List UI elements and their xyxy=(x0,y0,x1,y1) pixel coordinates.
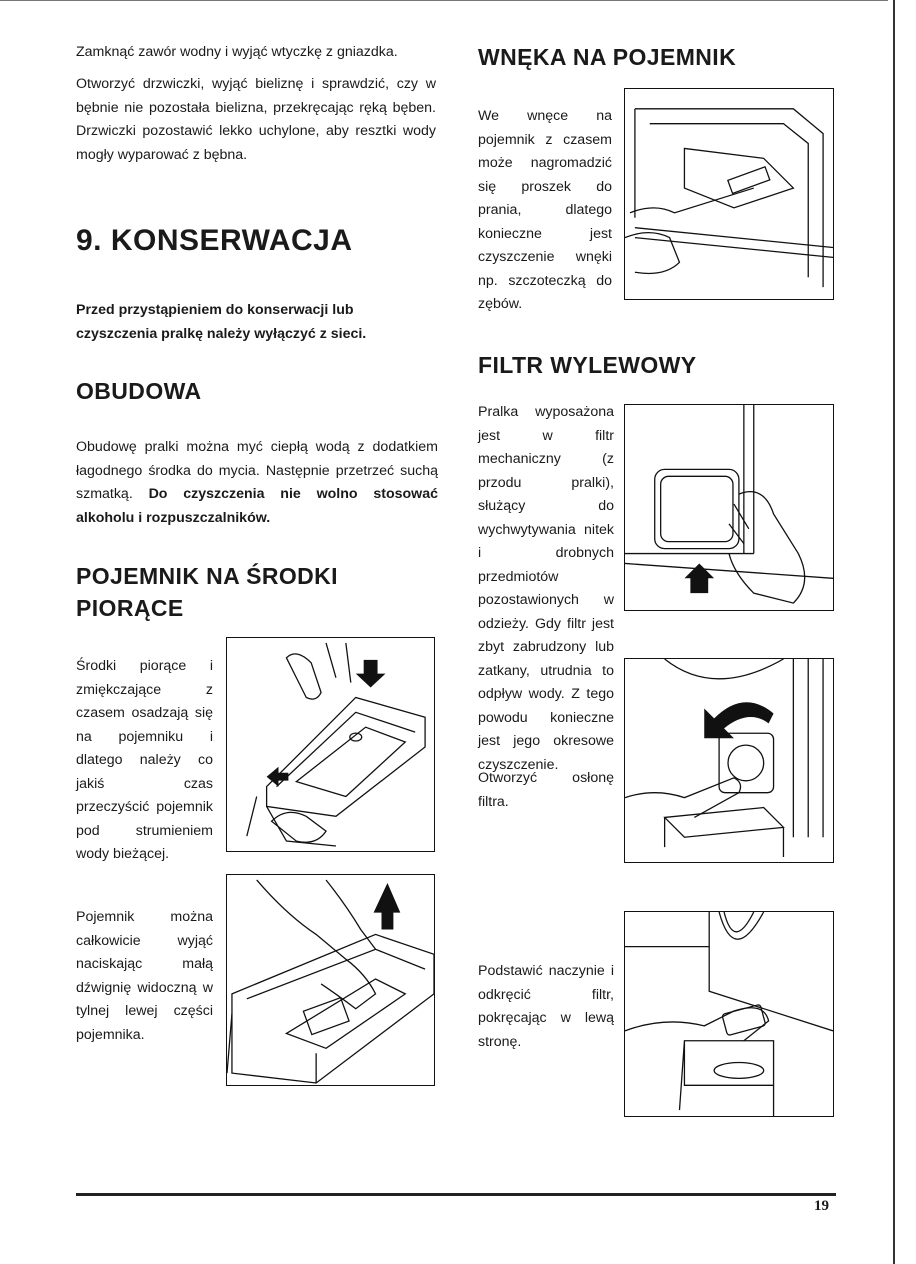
housing-text xyxy=(76,436,438,530)
filter-open-drawing xyxy=(625,659,833,862)
page-number: 19 xyxy=(814,1198,829,1214)
dispenser-remove-drawing xyxy=(227,875,434,1085)
footer-rule xyxy=(76,1193,836,1196)
arrow-up-icon xyxy=(374,883,401,930)
housing-title: OBUDOWA xyxy=(76,378,202,404)
dispenser-text-2: Pojemnik można całkowicie wyjąć naciskając małą dźwignię widoczną w tylnej lewej części pojemnika. xyxy=(76,909,213,1043)
right-edge xyxy=(893,0,895,1264)
filter-text-3: Podstawić naczynie i odkręcić filtr, pokręcając w lewą stronę. xyxy=(478,963,614,1050)
filter-unscrew-drawing xyxy=(625,912,833,1116)
recess-brush-illustration xyxy=(624,88,834,300)
dispenser-text-1: Środki piorące i zmiękczające z czasem osadzają się na pojemniku i dlatego należy co jakiś czas przeczyścić pojemnik pod strumieniem wody bieżącej. xyxy=(76,658,213,862)
arrow-down-icon xyxy=(356,660,386,688)
recess-brush-drawing xyxy=(625,89,833,299)
filter-cover-illustration xyxy=(624,404,834,611)
housing-text-bold: Do czyszczenia nie wolno stosować alkoholu i rozpuszczalników. xyxy=(76,486,438,526)
dispenser-title-line2: PIORĄCE xyxy=(76,595,184,621)
top-rule xyxy=(0,0,888,1)
housing-text-normal: Obudowę pralki można myć ciepłą wodą z dodatkiem łagodnego środka do mycia. Następnie przetrzeć suchą szmatką. xyxy=(76,439,438,502)
recess-title: WNĘKA NA POJEMNIK xyxy=(478,44,737,70)
filter-text-2: Otworzyć osłonę filtra. xyxy=(478,770,614,810)
intro-paragraph-1: Zamknąć zawór wodny i wyjąć wtyczkę z gniazdka. xyxy=(76,44,398,60)
section-title: 9. KONSERWACJA xyxy=(76,224,353,257)
dispenser-remove-illustration xyxy=(226,874,435,1086)
recess-text: We wnęce na pojemnik z czasem może nagromadzić się proszek do prania, dlatego konieczne jest czyszczenie wnęki np. szczoteczką do zębów. xyxy=(478,108,612,312)
filter-title: FILTR WYLEWOWY xyxy=(478,352,697,378)
dispenser-rinse-illustration xyxy=(226,637,435,852)
filter-text-1: Pralka wyposażona jest w filtr mechaniczny (z przodu pralki), służący do wychwytywania nitek i drobnych przedmiotów pozostawionych w odzieży. Gdy filtr jest zbyt zabrudzony lub zatkany, utrudnia to odpływ wody. Z tego powodu konieczne jest jego okresowe czyszczenie. xyxy=(478,404,614,773)
intro-paragraph-2: Otworzyć drzwiczki, wyjąć bieliznę i sprawdzić, czy w bębnie nie pozostała bielizna, przekręcając ręką bęben. Drzwiczki pozostawić lekko uchylone, aby resztki wody mogły wyparować z bębna. xyxy=(76,76,436,163)
warning-text: Przed przystąpieniem do konserwacji lub czyszczenia pralkę należy wyłączyć z sieci. xyxy=(76,302,367,342)
filter-unscrew-illustration xyxy=(624,911,834,1117)
filter-cover-drawing xyxy=(625,405,833,610)
dispenser-title-line1: POJEMNIK NA ŚRODKI xyxy=(76,563,338,589)
filter-open-illustration xyxy=(624,658,834,863)
dispenser-rinse-drawing xyxy=(227,638,434,851)
